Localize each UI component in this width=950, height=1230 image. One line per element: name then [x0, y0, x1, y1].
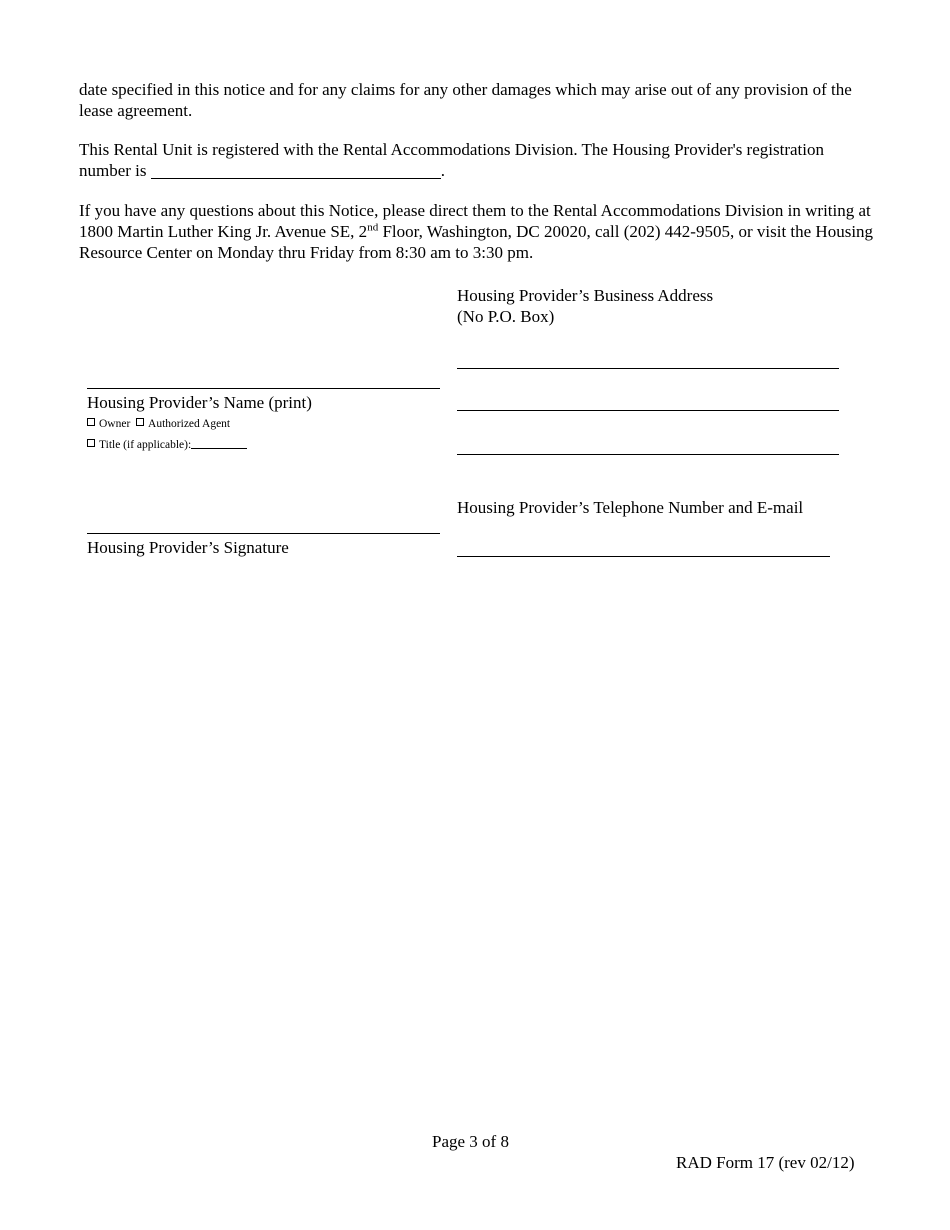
registration-text: This Rental Unit is registered with the Rental Accommodations Division. The Housing Provider's registration number is — [79, 140, 824, 180]
registration-number-field[interactable] — [151, 162, 441, 179]
questions-text-b: Floor, Washington, DC 20020, call (202) 442-9505, or visit the Housing Resource Center on Monday thru Friday from 8:30 am to 3:30 pm. — [79, 222, 874, 262]
business-address-line-1[interactable] — [457, 368, 839, 369]
form-identifier: RAD Form 17 (rev 02/12) — [676, 1153, 855, 1172]
no-po-box-label: (No P.O. Box) — [457, 307, 555, 326]
business-address-line-3[interactable] — [457, 454, 839, 455]
business-address-label: Housing Provider’s Business Address — [457, 286, 714, 305]
owner-label: Owner — [99, 418, 131, 430]
provider-name-label: Housing Provider’s Name (print) — [87, 393, 312, 412]
owner-checkbox[interactable] — [87, 418, 95, 426]
registration-text-end: . — [440, 161, 446, 180]
signature-line[interactable] — [87, 533, 440, 534]
paragraph-damages-text: date specified in this notice and for any claims for any other damages which may arise out of any provision of the lease agreement. — [79, 80, 852, 120]
authorized-agent-label: Authorized Agent — [148, 418, 231, 430]
paragraph-registration — [79, 139, 879, 181]
role-checkboxes — [87, 417, 230, 431]
paragraph-questions — [79, 200, 879, 263]
title-row — [87, 438, 247, 452]
signature-label: Housing Provider’s Signature — [87, 538, 289, 557]
business-address-line-2[interactable] — [457, 410, 839, 411]
page-number: Page 3 of 8 — [432, 1132, 509, 1151]
telephone-email-label: Housing Provider’s Telephone Number and E-mail — [457, 498, 804, 517]
authorized-agent-checkbox[interactable] — [136, 418, 144, 426]
title-label: Title (if applicable): — [99, 439, 192, 451]
title-field[interactable] — [191, 438, 247, 449]
telephone-email-line[interactable] — [457, 556, 830, 557]
ordinal-suffix: nd — [367, 221, 379, 234]
provider-name-line[interactable] — [87, 388, 440, 389]
questions-text-a: If you have any questions about this Notice, please direct them to the Rental Accommodations Division in writing at 1800 Martin Luther King Jr. Avenue SE, 2 — [79, 201, 871, 241]
title-checkbox[interactable] — [87, 439, 95, 447]
paragraph-damages — [79, 79, 879, 121]
